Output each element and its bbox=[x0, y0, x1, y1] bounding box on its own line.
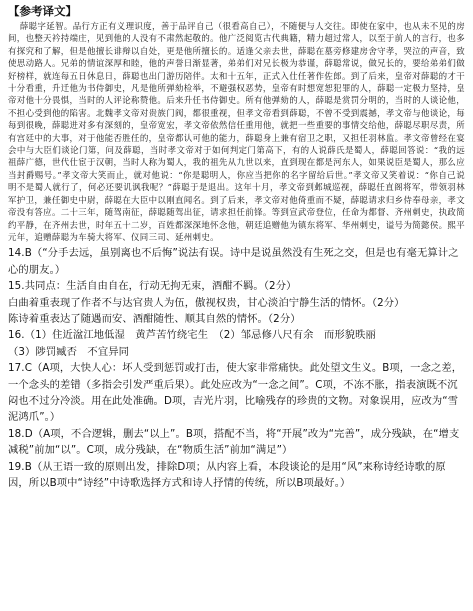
answer-text: （1）住近湓江地低湿 黄芦苦竹绕宅生 （2）邹忌修八尺有余 而形貌昳丽 bbox=[24, 329, 376, 342]
answer-item bbox=[8, 426, 465, 459]
question-number: 15. bbox=[8, 280, 25, 293]
answer-item bbox=[8, 459, 465, 492]
translation-paragraph: 薛聪字延智。品行方正有义理识度，善于品评自己（很看高自己），不随便与人交往。即使在家中，也从未不见的房间，也整天衿持端庄，见到他的人没有不肃然起敬的。他广泛阅览古代典籍，精力超过常人，以至于前人的言行，也多有探究和了解，但是他擅长诽辩以自处，更是他所擅长的。适逢父亲去世，薛聪在墓旁修建房舍守孝，哭泣的声音，致使思动路人。兄弟的情谊深厚和睦，他的声誉日渐显著，弟弟们对兄长极为恭谨，薛聪常说，做兄长的，要给弟弟们做好榜样，就连每五日休息日，薛聪也出门游历陪伴。太和十五年，正式入仕任著作佐郎。到了后来，皇帝对薛聪的才干十分看重，升迁他为书侍御史，凡是他所弹劾检举，不避强权恶势，皇帝有时想宽恕犯罪的人，薛聪一定极力坚持，皇帝对他十分畏惧，当时的人评论称赞他。后来升任书侍御史。所有他弹劾的人，薛聪是赏罚分明的，当时的人谈论他，不担心受到他的陷害。北魏孝文帝对贵族门阀，都很重视，但孝文帝看到薛聪，不曾不受到震撼，孝文帝与他谈论，每每到很晚，薛聪进对多有深刻的，皇帝宽宏，孝文帝依然信任重用他，就把一些重要的事情交给他，薛聪尽职尽责，所有宫廷中的大事，对于他能否胜任的，皇帝都认可他的能力，薛聪身上兼有宿卫之职，又担任羽林监。孝文帝曾经在宴会中与大臣们谈论门第，问及薛聪，当时孝文帝对于如何判定门第高下，有的人说薛氏是蜀人，薛聪回答说：“我的远祖薛广德，世代仕宦于汉朝，当时人称为蜀人，我的祖先从九世以来，直到现在都是河东人，如果说臣是蜀人，那么应当封爵赐号。”孝文帝大笑而止，就对他说：“你是聪明人，你应当把你的名字留给后世。”孝文帝又笑着说：“你自己说明不是蜀人就行了，何必还要讥讽我呢？”薛聪于是退出。这年十月，孝文帝到邺城巡视，薛聪任直阁将军，带领羽林军护卫，兼任御史中尉，薛聪在大臣中以刚直闻名。到了后来，孝文帝对他倚重而不疑，薛聪请求归乡侍奉母亲，孝文帝没有答应。二十三年，随驾南征，薛聪随驾出征，请求担任前锋。等到宣武帝登位，任命为都督、齐州刺史，执政简约平静，在齐州去世，时年五十二岁，百姓都深深地怀念他，朝廷追赠他为镇东将军、华州刺史，谥号为简懿侯。熙平元年，追赠薛聪为车骑大将军、仪同三司、延州刺史。 bbox=[8, 21, 465, 242]
answer-text: C（A项，大快人心：坏人受到惩罚或打击，使大家非常痛快。此处望文生义。B项，一念之差，一个念头的差错（多指会引发严重后果）。此处应改为“一念之间”。C项，不冻不胀，指表演既不沉闷也不过分冷淡。用在此处准确。D项，吉光片羽，比喻残存的珍贵的文物。对象误用，应改为“雪泥鸿爪”。） bbox=[8, 362, 463, 424]
answer-item bbox=[8, 311, 465, 327]
answer-item bbox=[8, 295, 465, 311]
answer-text: B（“分手去远，虽别离也不后悔”说法有误。诗中是说虽然没有生死之交，但是也有毫无算计之心的朋友。） bbox=[8, 247, 459, 276]
answer-item bbox=[8, 360, 465, 426]
question-number: 16. bbox=[8, 329, 25, 342]
answer-item bbox=[8, 278, 465, 294]
answer-list bbox=[8, 245, 465, 491]
question-number: 14. bbox=[8, 247, 25, 260]
answer-item bbox=[8, 327, 465, 343]
question-number: 17. bbox=[8, 362, 25, 375]
answer-item bbox=[8, 245, 465, 278]
answer-text: 共同点：生活自由自在，行动无拘无束，酒酣不羁。（2分） bbox=[24, 280, 297, 293]
answer-text: D（A项，不合逻辑，删去“以上”。B项，搭配不当，将“开展”改为“完善”，成分残缺，在“增支减税”前加“以”。C项，成分残缺，在“物质生活”前加“满足”） bbox=[8, 427, 460, 457]
question-number: 19. bbox=[8, 460, 25, 473]
answer-text: 陈诗着重表达了随遇而安、酒酣随性、顺其自然的情怀。（2分） bbox=[8, 312, 301, 325]
question-number: 18. bbox=[8, 427, 25, 440]
answer-item bbox=[8, 344, 465, 360]
answer-text: （3）陟罚臧否 不宜异同 bbox=[8, 345, 130, 358]
answer-text: 白曲着重表现了作者不与达官贵人为伍，傲视权贵，甘心淡泊宁静生活的情怀。（2分） bbox=[8, 296, 405, 309]
answer-text: B（从王语一致的原则出发，排除D项；从内容上看，本段谈论的是用“风”来称诗经诗歌的原因，所以B项中“诗经”中诗歌选择方式和诗人抒情的传统，所以B项最好。） bbox=[8, 460, 446, 489]
reference-translation-heading: 【参考译文】 bbox=[8, 4, 77, 18]
